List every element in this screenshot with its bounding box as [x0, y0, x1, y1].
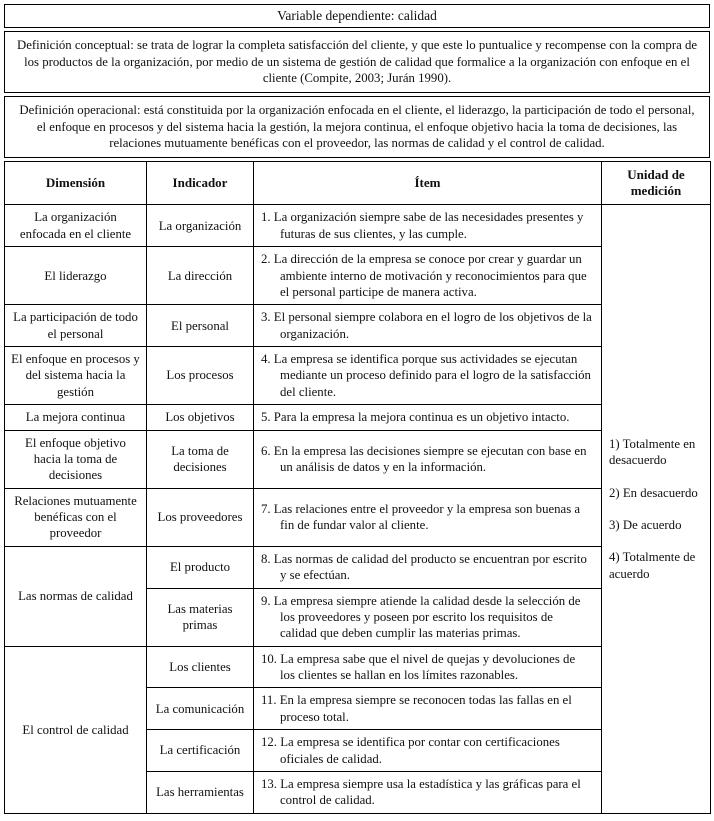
item-cell: 8. Las normas de calidad del producto se encuentran por escrito y se efectúan.	[254, 546, 602, 588]
item-cell: 6. En la empresa las decisiones siempre se ejecutan con base en un análisis de datos y en la información.	[254, 430, 602, 488]
header-dimension: Dimensión	[5, 161, 147, 205]
title-table	[4, 4, 710, 28]
indicator-cell: La dirección	[147, 247, 254, 305]
item-cell: 5. Para la empresa la mejora continua es un objetivo intacto.	[254, 405, 602, 430]
item-cell: 10. La empresa sabe que el nivel de quejas y devoluciones de los clientes se hallan en los límites razonables.	[254, 646, 602, 688]
indicator-cell: La toma de decisiones	[147, 430, 254, 488]
dimension-cell: El enfoque objetivo hacia la toma de decisiones	[5, 430, 147, 488]
conceptual-definition-table	[4, 31, 710, 93]
indicator-cell: Los procesos	[147, 347, 254, 405]
operational-definition: Definición operacional: está constituida por la organización enfocada en el cliente, el liderazgo, la participación de todo el personal, el enfoque en procesos y del sistema hacia la gestión, la mejora continua, el enfoque objetivo hacia la toma de decisiones, las relaciones mutuamente benéficas con el proveedor, las normas de calidad y el control de calidad.	[5, 97, 710, 158]
dimension-cell: La participación de todo el personal	[5, 305, 147, 347]
measurement-option: 3) De acuerdo	[609, 518, 682, 533]
indicator-cell: Los clientes	[147, 646, 254, 688]
item-cell: 2. La dirección de la empresa se conoce por crear y guardar un ambiente interno de motivación y reconocimientos para que el personal participe de manera activa.	[254, 247, 602, 305]
indicator-cell: La organización	[147, 205, 254, 247]
conceptual-definition: Definición conceptual: se trata de lograr la completa satisfacción del cliente, y que este lo puntualice y recompense con la compra de los productos de la organización, por medio de un sistema de gestión de calidad que formalice a la organización con enfoque en el cliente (Compite, 2003; Jurán 1990).	[5, 32, 710, 93]
item-cell: 7. Las relaciones entre el proveedor y la empresa son buenas a fin de fundar valor al cliente.	[254, 488, 602, 546]
header-item: Ítem	[254, 161, 602, 205]
measurement-unit-cell	[602, 205, 711, 813]
indicator-cell: Los objetivos	[147, 405, 254, 430]
measurement-option: 2) En desacuerdo	[609, 485, 698, 500]
indicator-cell: Los proveedores	[147, 488, 254, 546]
indicator-cell: La certificación	[147, 730, 254, 772]
item-cell: 9. La empresa siempre atiende la calidad desde la selección de los proveedores y poseen por escrito los requisitos de calidad que deben cumplir las materias primas.	[254, 588, 602, 646]
item-cell: 3. El personal siempre colabora en el logro de los objetivos de la organización.	[254, 305, 602, 347]
operational-definition-row	[5, 97, 710, 158]
indicator-cell: El personal	[147, 305, 254, 347]
dimension-cell: La organización enfocada en el cliente	[5, 205, 147, 247]
indicator-cell: Las herramientas	[147, 771, 254, 813]
measurement-option: 4) Totalmente de acuerdo	[609, 550, 696, 581]
item-cell: 11. En la empresa siempre se reconocen todas las fallas en el proceso total.	[254, 688, 602, 730]
dimension-cell: Relaciones mutuamente benéficas con el proveedor	[5, 488, 147, 546]
dimension-cell: Las normas de calidad	[5, 546, 147, 646]
item-cell: 13. La empresa siempre usa la estadística y las gráficas para el control de calidad.	[254, 771, 602, 813]
header-row	[5, 161, 711, 205]
item-cell: 1. La organización siempre sabe de las necesidades presentes y futuras de sus clientes, y las cumple.	[254, 205, 602, 247]
item-cell: 4. La empresa se identifica porque sus actividades se ejecutan mediante un proceso definido para el logro de la satisfacción del cliente.	[254, 347, 602, 405]
indicator-cell: La comunicación	[147, 688, 254, 730]
operational-definition-table	[4, 96, 710, 158]
dimension-cell: La mejora continua	[5, 405, 147, 430]
indicator-cell: El producto	[147, 546, 254, 588]
dimension-cell: El enfoque en procesos y del sistema hacia la gestión	[5, 347, 147, 405]
dependent-variable-title: Variable dependiente: calidad	[5, 5, 710, 28]
indicator-cell: Las materias primas	[147, 588, 254, 646]
conceptual-definition-row	[5, 32, 710, 93]
item-cell: 12. La empresa se identifica por contar con certificaciones oficiales de calidad.	[254, 730, 602, 772]
dimension-cell: El liderazgo	[5, 247, 147, 305]
measurement-option: 1) Totalmente en desacuerdo	[609, 436, 696, 468]
table-row	[5, 205, 711, 247]
header-measurement-unit: Unidad de medición	[602, 161, 711, 205]
dimension-cell: El control de calidad	[5, 646, 147, 813]
title-row	[5, 5, 710, 28]
header-indicator: Indicador	[147, 161, 254, 205]
main-table	[4, 161, 711, 814]
